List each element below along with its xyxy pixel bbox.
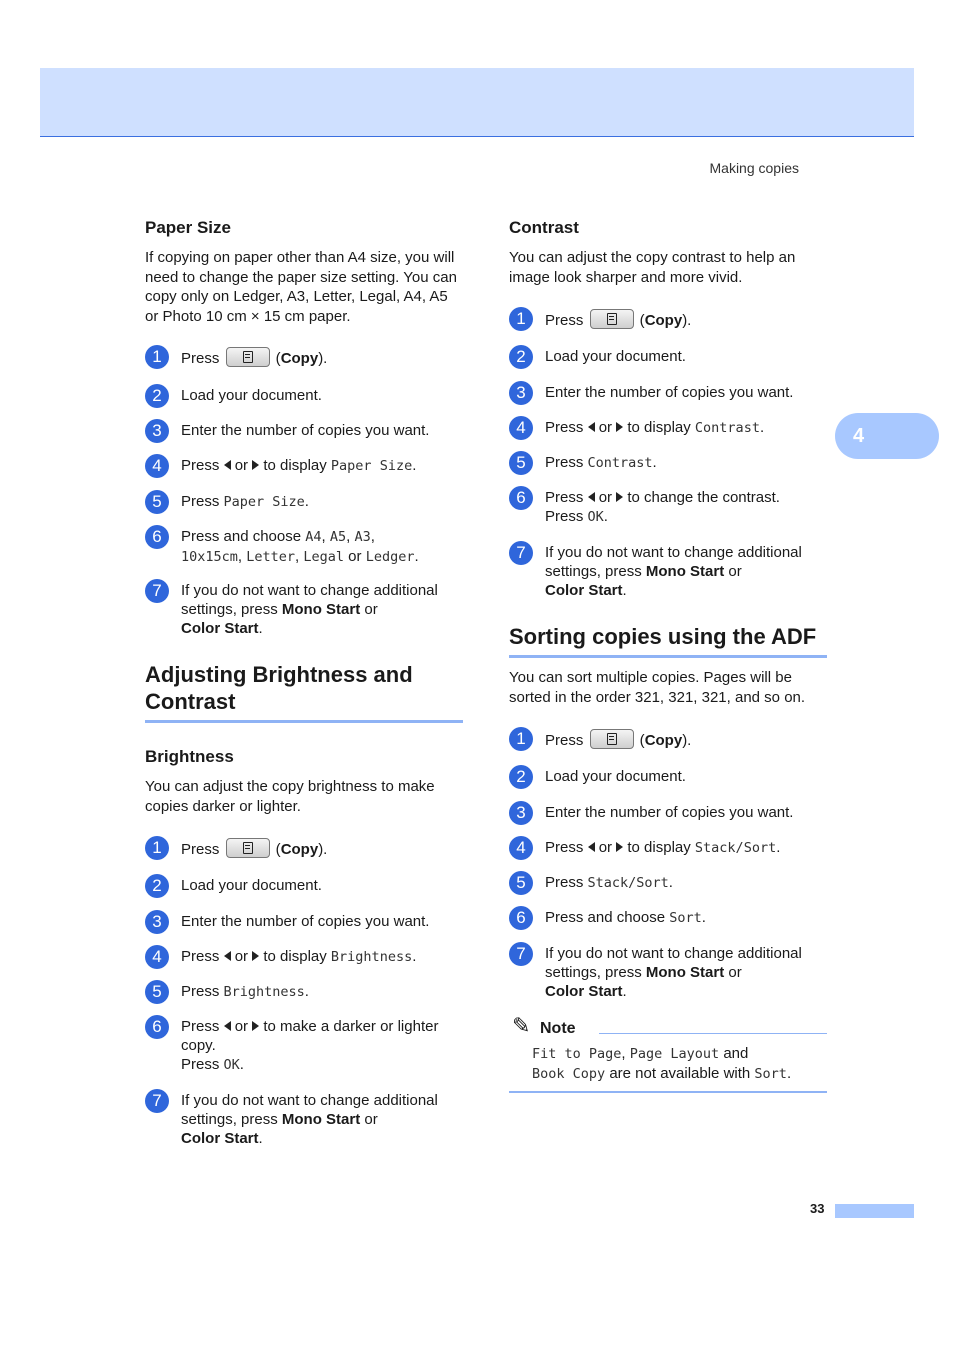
note-title: Note [540,1020,576,1037]
step-number: 7 [145,579,169,603]
copy-button-icon [590,309,634,329]
step-number: 6 [509,486,533,510]
header-band [40,68,914,137]
step-number: 6 [145,1015,169,1039]
right-arrow-icon [252,951,259,961]
left-arrow-icon [224,1021,231,1031]
note-pencil-icon: ✎ [512,1013,531,1038]
right-arrow-icon [616,492,623,502]
left-arrow-icon [224,951,231,961]
step-number: 5 [509,451,533,475]
sorting-intro: You can sort multiple copies. Pages will be sorted in the order 321, 321, 321, and so on. [509,669,806,706]
step-number: 2 [509,345,533,369]
step-number: 5 [145,980,169,1004]
step-number: 1 [145,345,169,369]
step-number: 4 [145,454,169,478]
chapter-tab: 4 [835,413,939,459]
step-number: 4 [509,836,533,860]
right-arrow-icon [252,460,259,470]
paper-size-heading: Paper Size [145,218,231,237]
step-number: 2 [145,384,169,408]
step-number: 3 [509,381,533,405]
step-number: 7 [145,1089,169,1113]
step-number: 6 [145,525,169,549]
contrast-intro: You can adjust the copy contrast to help an image look sharper and more vivid. [509,249,796,286]
step-number: 4 [509,416,533,440]
copy-button-icon [226,347,270,367]
step-number: 7 [509,541,533,565]
left-arrow-icon [588,422,595,432]
step-number: 1 [509,307,533,331]
step-number: 1 [509,727,533,751]
note-box [509,1013,827,1093]
step-number: 1 [145,836,169,860]
step-number: 2 [145,874,169,898]
step-number: 3 [145,910,169,934]
page-number-bar [835,1204,914,1218]
copy-button-icon [590,729,634,749]
right-arrow-icon [616,422,623,432]
contrast-heading: Contrast [509,218,579,237]
right-arrow-icon [252,1021,259,1031]
note-divider [599,1033,827,1034]
step-number: 2 [509,765,533,789]
copy-button-icon [226,838,270,858]
step-number: 6 [509,906,533,930]
left-arrow-icon [588,492,595,502]
brightness-heading: Brightness [145,747,234,766]
left-arrow-icon [588,842,595,852]
page-number: 33 [810,1201,825,1216]
running-head: Making copies [709,160,799,176]
adjusting-heading: Adjusting Brightness and Contrast [145,661,463,723]
step-number: 3 [145,419,169,443]
left-arrow-icon [224,460,231,470]
step-number: 7 [509,942,533,966]
step-number: 5 [509,871,533,895]
paper-size-intro: If copying on paper other than A4 size, you will need to change the paper size setting. You can copy only on Ledger, A3, Letter, Legal, A4, A5 or Photo 10 cm × 15 cm paper. [145,249,457,325]
brightness-intro: You can adjust the copy brightness to make copies darker or lighter. [145,778,435,815]
right-arrow-icon [616,842,623,852]
sorting-heading: Sorting copies using the ADF [509,623,827,658]
note-body: Fit to Page, Page Layout and Book Copy are not available with Sort. [532,1045,792,1082]
step-number: 3 [509,801,533,825]
step-number: 4 [145,945,169,969]
step-number: 5 [145,490,169,514]
